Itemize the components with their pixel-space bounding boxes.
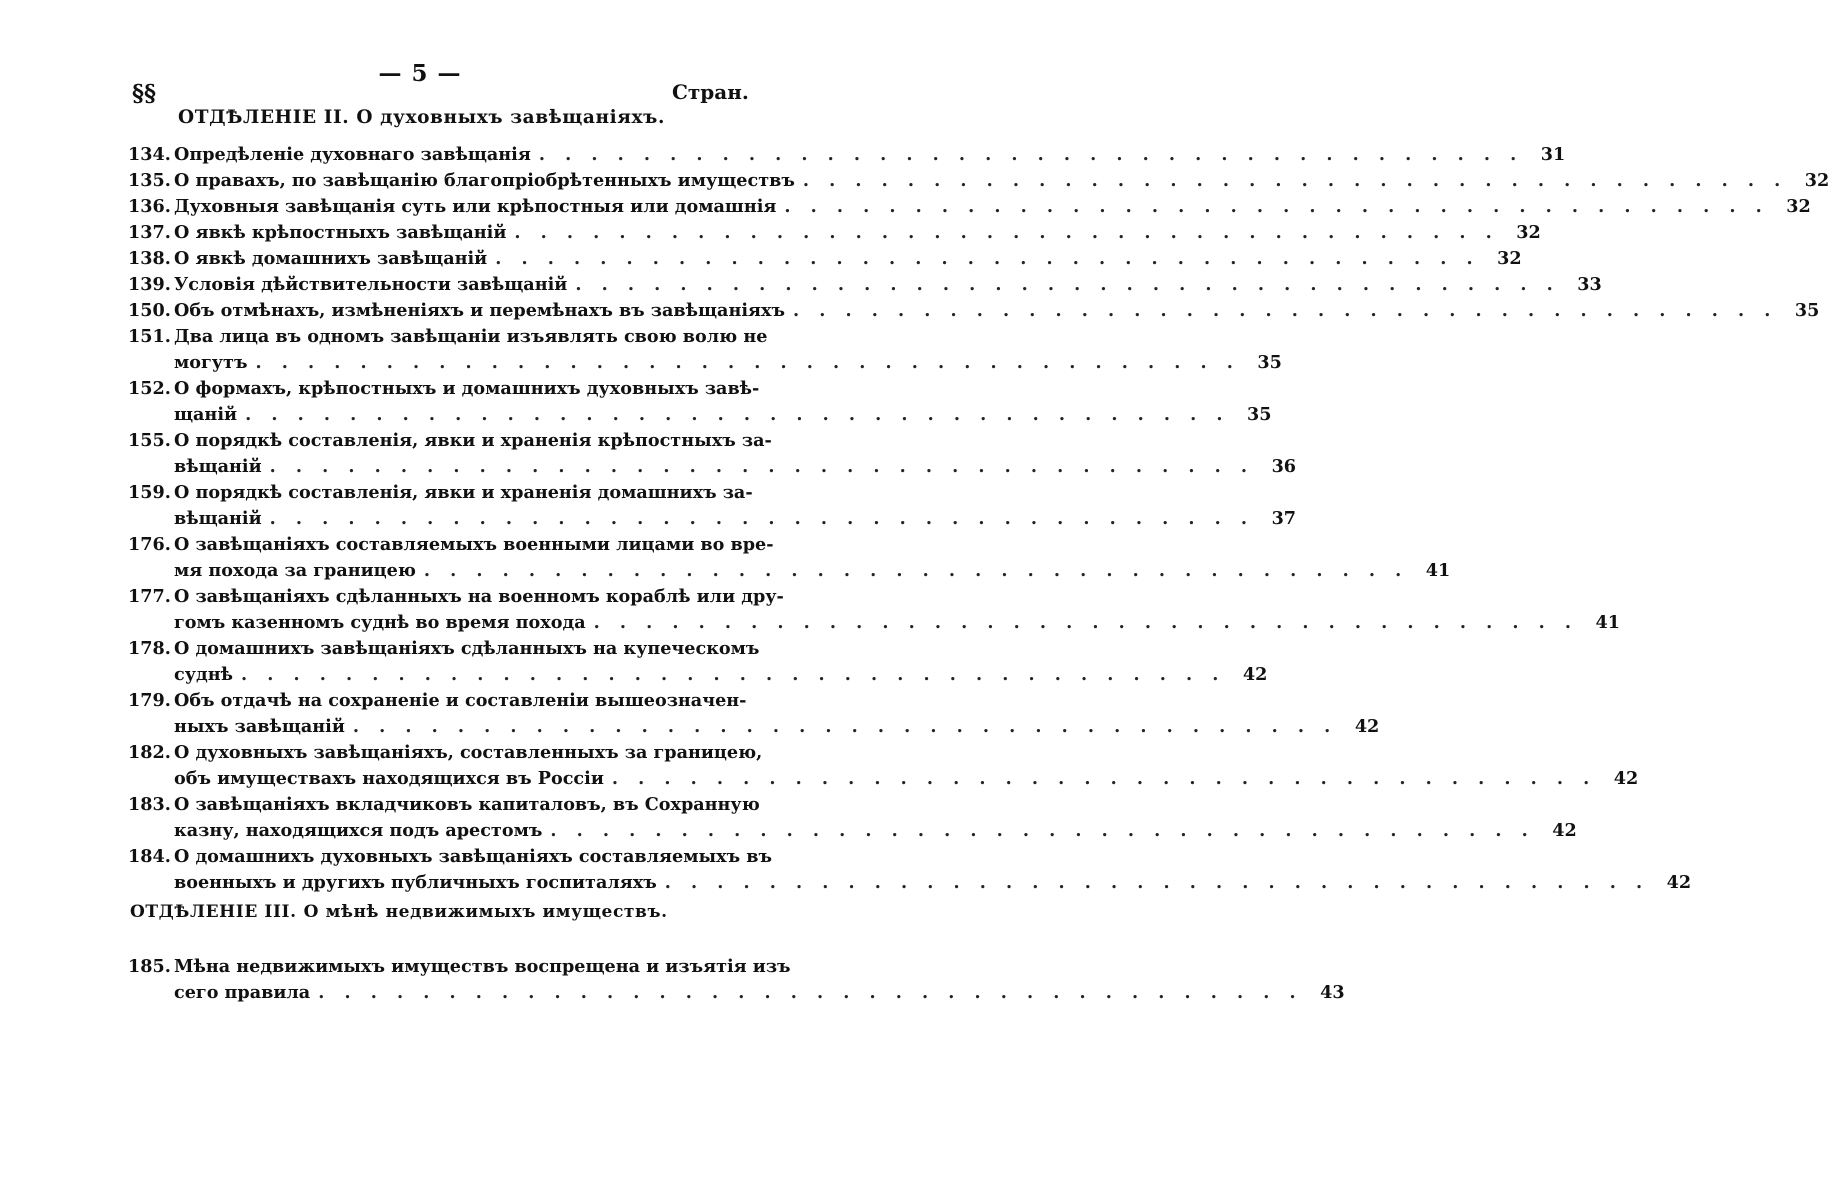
toc-entry-text: О явкѣ крѣпостныхъ завѣщаній	[174, 222, 507, 243]
toc-entry-number: 151.	[128, 326, 171, 347]
toc-entry-page: 32	[1516, 222, 1541, 243]
toc-entry-text: вѣщаній	[174, 508, 262, 529]
toc-entry-text: объ имуществахъ находящихся въ Россіи	[174, 768, 604, 789]
leader-dots	[784, 194, 1768, 220]
leader-dots	[495, 246, 1479, 272]
toc-entry	[128, 376, 1272, 428]
toc-entry-text: щаній	[174, 404, 238, 425]
toc-entry-page: 41	[1425, 560, 1451, 581]
toc-entry-number: 159.	[128, 482, 171, 503]
toc-entry-text: О завѣщаніяхъ составляемыхъ военными лицами во вре-	[174, 534, 774, 555]
toc-entry-page: 35	[1246, 404, 1272, 425]
leader-dots	[550, 818, 1534, 844]
toc-entry-page: 37	[1271, 508, 1297, 529]
toc-entry-page: 43	[1320, 982, 1345, 1003]
toc-entry	[128, 688, 1380, 740]
toc-entry-number: 179.	[128, 690, 171, 711]
toc-entry-number: 176.	[128, 534, 171, 555]
toc-entry-text: мя похода за границею	[174, 560, 416, 581]
toc-entry-text: О домашнихъ завѣщаніяхъ сдѣланныхъ на купеческомъ	[174, 638, 760, 659]
leader-dots	[255, 350, 1239, 376]
toc-entry-number: 152.	[128, 378, 171, 399]
leader-dots	[241, 662, 1225, 688]
toc-entry-text: Объ отмѣнахъ, измѣненіяхъ и перемѣнахъ въ завѣщаніяхъ	[174, 300, 785, 321]
toc-entry-page: 41	[1595, 612, 1620, 633]
toc-entry	[128, 246, 1522, 272]
toc-entry-number: 136.	[128, 196, 171, 217]
toc-entry-number: 134.	[128, 144, 171, 165]
toc-entry-text: О домашнихъ духовныхъ завѣщаніяхъ составляемыхъ въ	[174, 846, 772, 867]
leader-dots	[318, 980, 1302, 1006]
toc-entry-text: Объ отдачѣ на сохраненіе и составленіи вышеозначен-	[174, 690, 747, 711]
toc-entry-text: О завѣщаніяхъ сдѣланныхъ на военномъ кораблѣ или дру-	[174, 586, 784, 607]
leader-dots	[665, 870, 1649, 896]
toc-entry-number: 178.	[128, 638, 171, 659]
toc-entry-page: 35	[1794, 300, 1820, 321]
toc-entry-text: суднѣ	[174, 664, 233, 685]
toc-entry-text: О правахъ, по завѣщанію благопріобрѣтенныхъ имуществъ	[174, 170, 795, 191]
toc-entry-text: О формахъ, крѣпостныхъ и домашнихъ духовныхъ завѣ-	[174, 378, 760, 399]
toc-entry-number: 139.	[128, 274, 171, 295]
toc-entry-text: О явкѣ домашнихъ завѣщаній	[174, 248, 488, 269]
toc-entry-number: 138.	[128, 248, 171, 269]
toc-entry	[128, 272, 1602, 298]
toc-entry	[128, 194, 1811, 220]
leader-dots	[353, 714, 1337, 740]
toc-entry	[128, 532, 1451, 584]
leader-dots	[793, 298, 1777, 324]
section-mark-column-label: §§	[132, 80, 157, 107]
leader-dots	[594, 610, 1578, 636]
toc-entry-page: 31	[1540, 144, 1566, 165]
toc-entry-number: 137.	[128, 222, 171, 243]
toc-entry	[128, 324, 1282, 376]
toc-entry-text: могутъ	[174, 352, 248, 373]
toc-entry	[128, 220, 1541, 246]
toc-entry-page: 32	[1497, 248, 1522, 269]
toc-entry-text: Мѣна недвижимыхъ имуществъ воспрещена и изъятія изъ	[174, 956, 791, 977]
toc-entry-page: 35	[1257, 352, 1282, 373]
toc-entry-text: Условія дѣйствительности завѣщаній	[174, 274, 568, 295]
toc-entry	[128, 584, 1620, 636]
toc-entry-page: 42	[1666, 872, 1692, 893]
leader-dots	[575, 272, 1559, 298]
toc-entry-text: сего правила	[174, 982, 311, 1003]
toc-section-iii	[128, 954, 1345, 1006]
toc-entry-text: О завѣщаніяхъ вкладчиковъ капиталовъ, въ Сохранную	[174, 794, 760, 815]
toc-entry-text: вѣщаній	[174, 456, 262, 477]
section-title-iii	[0, 901, 970, 922]
toc-entry-number: 177.	[128, 586, 171, 607]
toc-entry-number: 150.	[128, 300, 171, 321]
section-title-iii-subject: О мѣнѣ недвижимыхъ имуществъ.	[303, 902, 668, 922]
toc-entry-page: 32	[1804, 170, 1829, 191]
leader-dots	[245, 402, 1229, 428]
leader-dots	[539, 142, 1523, 168]
toc-entry-text: казну, находящихся подъ арестомъ	[174, 820, 543, 841]
toc-entry-page: 42	[1613, 768, 1639, 789]
toc-entry-number: 185.	[128, 956, 171, 977]
toc-section-ii	[128, 142, 1829, 896]
toc-entry-number: 135.	[128, 170, 171, 191]
toc-entry	[128, 480, 1297, 532]
section-title-ii: ОТДѢЛЕНІЕ II. О духовныхъ завѣщаніяхъ.	[178, 107, 665, 128]
toc-entry	[128, 740, 1639, 792]
leader-dots	[270, 506, 1254, 532]
toc-entry-text: О порядкѣ составленія, явки и храненія крѣпостныхъ за-	[174, 430, 772, 451]
toc-entry-page: 32	[1786, 196, 1811, 217]
toc-entry-text: ныхъ завѣщаній	[174, 716, 345, 737]
toc-entry-text: О порядкѣ составленія, явки и храненія домашнихъ за-	[174, 482, 753, 503]
leader-dots	[803, 168, 1787, 194]
toc-entry-text: Опредѣленіе духовнаго завѣщанія	[174, 144, 531, 165]
toc-entry-text: Два лица въ одномъ завѣщаніи изъявлять свою волю не	[174, 326, 768, 347]
leader-dots	[424, 558, 1408, 584]
page-column-label: Стран.	[672, 80, 749, 104]
page-number: — 5 —	[378, 60, 462, 87]
toc-entry-number: 182.	[128, 742, 171, 763]
toc-entry-text: военныхъ и другихъ публичныхъ госпиталяхъ	[174, 872, 657, 893]
toc-entry	[128, 954, 1345, 1006]
section-title-iii-heading: ОТДѢЛЕНІЕ III.	[130, 902, 297, 922]
toc-entry-page: 33	[1577, 274, 1602, 295]
toc-entry-page: 42	[1354, 716, 1380, 737]
toc-entry-page: 36	[1271, 456, 1297, 477]
toc-entry	[128, 636, 1268, 688]
toc-entry-number: 183.	[128, 794, 171, 815]
toc-entry	[128, 844, 1692, 896]
toc-entry	[128, 142, 1566, 168]
leader-dots	[612, 766, 1596, 792]
toc-entry-text: гомъ казенномъ суднѣ во время похода	[174, 612, 586, 633]
toc-entry-number: 184.	[128, 846, 171, 867]
leader-dots	[514, 220, 1498, 246]
toc-entry	[128, 428, 1297, 480]
toc-entry-page: 42	[1552, 820, 1577, 841]
toc-entry	[128, 298, 1820, 324]
toc-entry-text: О духовныхъ завѣщаніяхъ, составленныхъ за границею,	[174, 742, 763, 763]
toc-entry-number: 155.	[128, 430, 171, 451]
toc-entry	[128, 168, 1829, 194]
toc-entry-page: 42	[1242, 664, 1268, 685]
toc-entry	[128, 792, 1577, 844]
toc-entry-text: Духовныя завѣщанія суть или крѣпостныя или домашнія	[174, 196, 777, 217]
leader-dots	[270, 454, 1254, 480]
